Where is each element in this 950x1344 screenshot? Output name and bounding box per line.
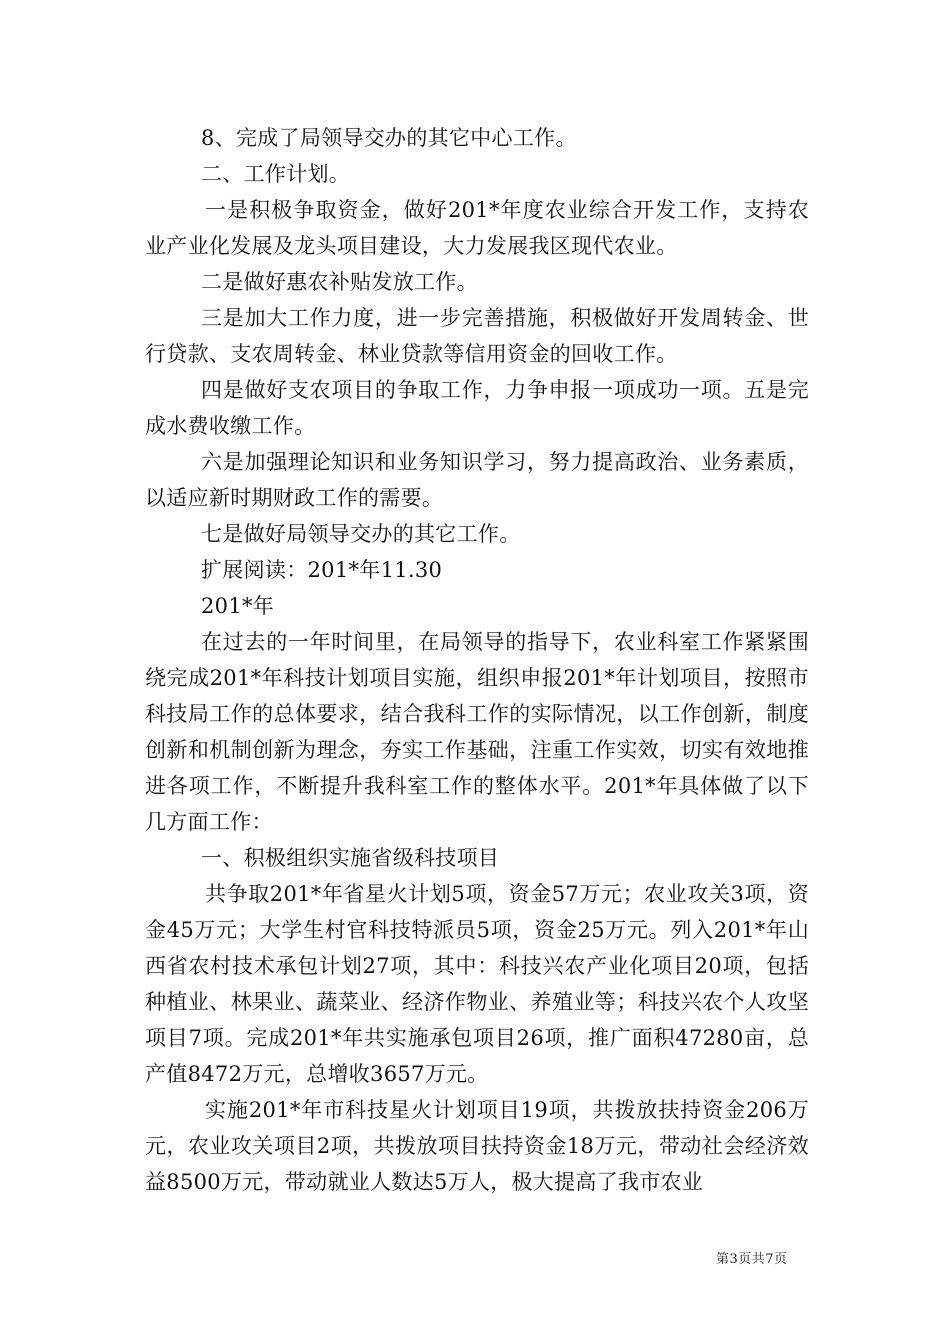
plan-item-6: 六是加强理论知识和业务知识学习，努力提高政治、业务素质，以适应新时期财政工作的需要。 bbox=[145, 450, 809, 510]
year-line: 201*年 bbox=[201, 594, 275, 618]
plan-item-2: 二是做好惠农补贴发放工作。 bbox=[201, 270, 478, 294]
paragraph-item-8: 8、完成了局领导交办的其它中心工作。 bbox=[201, 126, 577, 150]
page-number-label: 第3页共7页 bbox=[716, 1252, 788, 1267]
plan-item-4-5: 四是做好支农项目的争取工作，力争申报一项成功一项。五是完成水费收缴工作。 bbox=[145, 378, 809, 438]
section-heading-provincial-projects: 一、积极组织实施省级科技项目 bbox=[201, 846, 500, 870]
plan-item-1: 一是积极争取资金，做好201*年度农业综合开发工作，支持农业产业化发展及龙头项目建设，大力发展我区现代农业。 bbox=[145, 198, 809, 258]
section-heading-work-plan: 二、工作计划。 bbox=[201, 162, 351, 186]
document-body bbox=[145, 120, 809, 1200]
plan-item-3: 三是加大工作力度，进一步完善措施，积极做好开发周转金、世行贷款、支农周转金、林业贷款等信用资金的回收工作。 bbox=[145, 306, 809, 366]
city-projects-paragraph: 实施201*年市科技星火计划项目19项，共拨放扶持资金206万元，农业攻关项目2项，共拨放项目扶持资金18万元，带动社会经济效益8500万元，带动就业人数达5万人，极大提高了我市农业 bbox=[145, 1098, 809, 1194]
extended-reading-line: 扩展阅读：201*年11.30 bbox=[201, 558, 443, 582]
provincial-projects-paragraph: 共争取201*年省星火计划5项，资金57万元；农业攻关3项，资金45万元；大学生村官科技特派员5项，资金25万元。列入201*年山西省农村技术承包计划27项，其中：科技兴农产业化项目20项，包括种植业、林果业、蔬菜业、经济作物业、养殖业等；科技兴农个人攻坚项目7项。完成201*年共实施承包项目26项，推广面积47280亩，总产值8472万元，总增收3657万元。 bbox=[145, 882, 809, 1086]
plan-item-7: 七是做好局领导交办的其它工作。 bbox=[201, 522, 521, 546]
summary-intro-paragraph: 在过去的一年时间里，在局领导的指导下，农业科室工作紧紧围绕完成201*年科技计划项目实施，组织申报201*年计划项目，按照市科技局工作的总体要求，结合我科工作的实际情况，以工作创新，制度创新和机制创新为理念，夯实工作基础，注重工作实效，切实有效地推进各项工作，不断提升我科室工作的整体水平。201*年具体做了以下几方面工作： bbox=[145, 630, 809, 834]
